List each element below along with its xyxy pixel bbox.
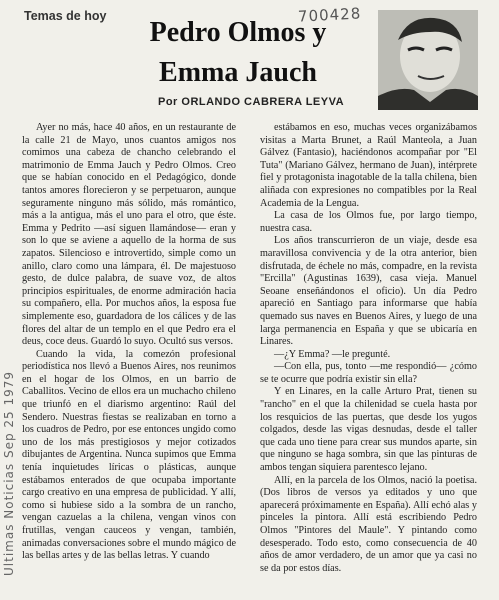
byline: Por ORLANDO CABRERA LEYVA [158, 96, 345, 108]
paragraph: estábamos en eso, muchas veces organizábamos visitas a Marta Brunet, a Raúl Manteola, a Juan Gálvez (Fantasio), haciéndonos acompañar por "El Tuta" (Mariano Gálvez, hermano de Juan), intérprete fiel y protagonista inagotable de la talla chilena, bien aliñada con expresiones no compatibles por la Real Academia de la Lengua. [260, 122, 477, 209]
paragraph: —Con ella, pus, tonto —me respondió— ¿cómo se te ocurre que podría existir sin ella? [260, 361, 477, 385]
portrait-silhouette-icon [378, 10, 478, 110]
paragraph: Cuando la vida, la comezón profesional periodística nos llevó a Buenos Aires, nos reunimos en el hogar de los Olmos, en un barrio de Caballitos. Vecino de ellos era un muchacho chileno que triunfó en el diarismo argentino: Raúl del Sendero. Nuestras fiestas se realizaban en torno a los cuadros de Pedro, por ese entonces ungido como uno de los más prestigiosos y mejor cotizados dibujantes de Argentina. Nunca supimos que Emma tenía inquietudes líricas o plásticas, aunque estábamos enterados de que ocupaba importante cargo creativo en una empresa de publicidad. Y allí, como si hubiese sido a la sombra de un rancho, vengan cazuelas a la chilena, vengan vinos con frutillas, vengan cauceos y vengan, también, animadas conversaciones sobre el mundo mágico de las bellas artes y de las bellas letras. Y cuando [22, 348, 236, 562]
paragraph: La casa de los Olmos fue, por largo tiempo, nuestra casa. [260, 210, 477, 234]
side-date-stamp: Ultimas Noticias Sep 25 1979 [2, 370, 16, 576]
handwritten-archive-number: 700428 [297, 4, 362, 26]
paragraph: Los años transcurrieron de un viaje, desde esa maravillosa convivencia y de la otra anterior, bien disfrutada, de échele no más, compadre, en la revista "Ercilla" (Agustinas 1639), casa vieja. Manuel Seoane enseñándonos el oficio). Un día Pedro apareció en Santiago para informarse que había quemado sus naves en Buenos Aires, y luego de una larga permanencia en España y que se ubicaría en Linares. [260, 235, 477, 348]
headline-line-1: Pedro Olmos y [149, 17, 327, 48]
headline-line-2: Emma Jauch [159, 57, 317, 88]
article-column-left [22, 122, 236, 563]
paragraph: Ayer no más, hace 40 años, en un restaurante de la calle 21 de Mayo, unos cuantos amigos nos comimos una cabeza de chancho celebrando el matrimonio de Emma Jauch y Pedro Olmos. Creo que se habían conocido en el Pedagógico, donde tantos amores florecieron y se perpetuaron, aunque seguramente ninguno más sólido, más romántico, más a la antigua, más el uno para el otro, que éste. Emma y Pedrito —así siguen llamándose— eran y son lo que se aviene a aquello de la horma de sus zapatos. Silencioso e introvertido, simple como un anillo, claro como una lámpara, él. De majestuoso gesto, de dulce palabra, de suave voz, de altos principios espirituales, de enorme admiración hacia su compañero, ella. Por muchos años, la esposa fue simplemente eso, guardadora de los cálices y de las flores del altar de un templo en el que Pedro era el deus, coce deus. Guardó lo suyo. Ocultó sus versos. [22, 122, 236, 348]
paragraph: Allí, en la parcela de los Olmos, nació la poetisa. (Dos libros de versos ya editados y uno que aparecerá próximamente en España). Allí echó alas y pinceles la pintora. Allí está escribiendo Pedro Olmos "Pintores del Maule". Y pintando como desesperado. Todo esto, como consecuencia de 40 años de amor verdadero, de un amor que ya casi no se da por estos días. [260, 474, 477, 574]
article-column-right [260, 122, 477, 575]
paragraph: Y en Linares, en la calle Arturo Prat, tienen su "rancho" en el que la chilenidad se cuela hasta por los resquicios de las puertas, que desde los yugos colgados, desde las vigas desnudas, desde el taller que cada uno tiene para crear sus mundos aparte, sin que ninguno se haga sombra, sin que las pinturas de ambos tengan siquiera parentesco lejano. [260, 386, 477, 474]
author-portrait-photo [378, 10, 478, 110]
section-label: Temas de hoy [24, 9, 107, 23]
paragraph: —¿Y Emma? —le pregunté. [274, 348, 391, 360]
